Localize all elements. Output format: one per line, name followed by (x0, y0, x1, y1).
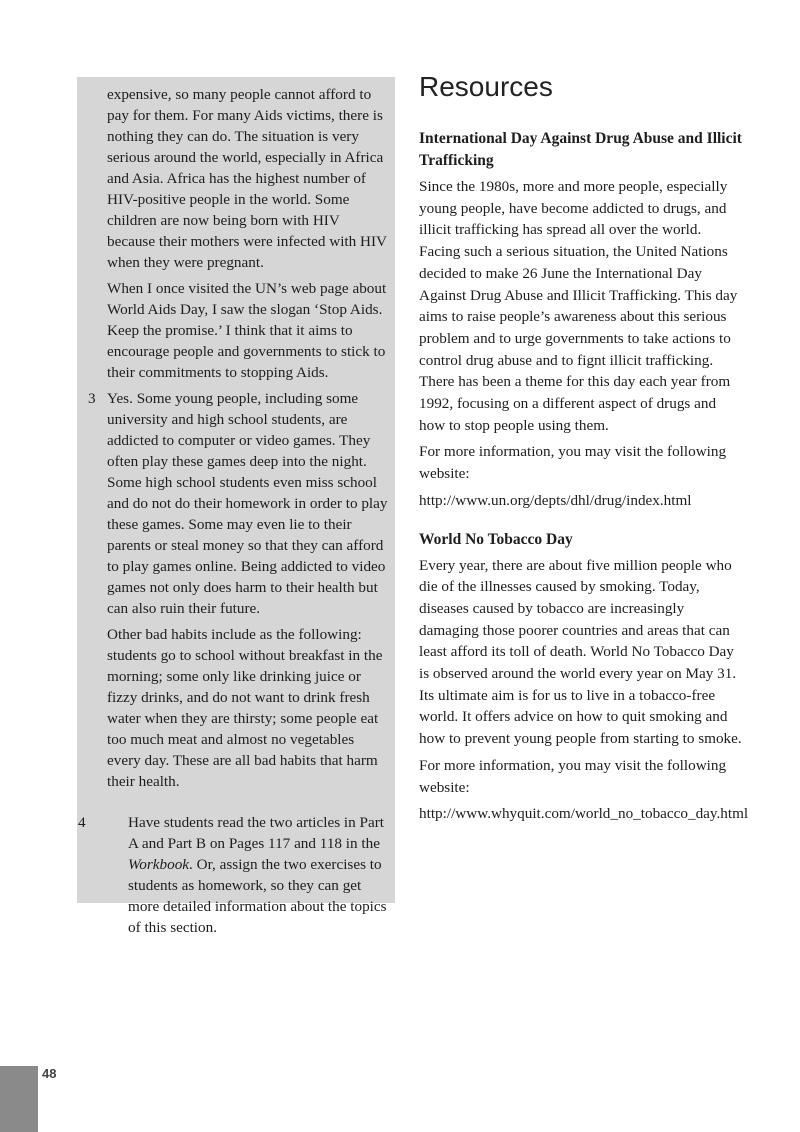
habits-paragraph: Other bad habits include as the following: students go to school without breakfast in the morning; some only like drinking juice or fizzy drinks, and do not want to drink fresh water when they are thirsty; some people eat too much meat and almost no vegetables every day. These are all bad habits that harm their health. (107, 626, 383, 790)
item-3-number: 3 (88, 390, 96, 407)
item-3-paragraph: Yes. Some young people, including some university and high school students, are addicted to computer or video games. They often play these games deep into the night. Some high school students even miss school and do not do their homework in order to play these games. Some may even lie to their parents or steal money so that they can afford to play games online. Being addicted to video games not only does harm to their health but can also ruin their future. (107, 390, 388, 617)
workbook-emphasis: Workbook (128, 856, 190, 873)
tobacco-day-url[interactable]: http://www.whyquit.com/world_no_tobacco_day.html (419, 805, 749, 823)
item-4-paragraph (103, 812, 388, 938)
intro-paragraph: expensive, so many people cannot afford to pay for them. For many Aids victims, there is nothing they can do. The situation is very serious around the world, especially in Africa and Asia. Africa has the highest number of HIV-positive people in the world. Some children are now being born with HIV because their mothers were infected with HIV when they were pregnant. (107, 86, 387, 271)
item-4-text-after: . Or, assign the two exercises to students as homework, so they can get more detailed information about the topics of this section. (128, 856, 387, 936)
item-4-text-before: Have students read the two articles in Part A and Part B on Pages 117 and 118 in the (128, 814, 384, 852)
tobacco-day-title: World No Tobacco Day (419, 530, 573, 548)
page-tab (0, 1066, 38, 1132)
drug-day-body: Since the 1980s, more and more people, especially young people, have become addicted to drugs, and illicit trafficking has spread all over the world. Facing such a serious situation, the United Nations decided to make 26 June the International Day Against Drug Abuse and Illicit Trafficking. This day aims to raise people’s awareness about this serious problem and to urge governments to take actions to control drug abuse and to fignt illicit trafficking. There has been a theme for this day each year from 1992, focusing on a different aspect of drugs and how to stop people using them. (419, 178, 738, 434)
tobacco-day-more-info: For more information, you may visit the following website: (419, 756, 727, 796)
item-4-number: 4 (78, 814, 86, 831)
drug-day-title: International Day Against Drug Abuse and Illicit Trafficking (419, 130, 742, 169)
tobacco-day-body: Every year, there are about five million people who die of the illnesses caused by smoking. Today, diseases caused by tobacco are increasingly damaging those poorer countries and areas that can least afford its toll of death. World No Tobacco Day is observed around the world every year on May 31. Its ultimate aim is for us to live in a tobacco-free world. It offers advice on how to quit smoking and how to prevent young people from starting to smoke. (419, 556, 742, 748)
drug-day-url[interactable]: http://www.un.org/depts/dhl/drug/index.html (419, 491, 692, 509)
drug-day-more-info: For more information, you may visit the following website: (419, 443, 727, 483)
item-3 (78, 388, 388, 619)
un-paragraph: When I once visited the UN’s web page about World Aids Day, I saw the slogan ‘Stop Aids. Keep the promise.’ I think that it aims to encourage people and governments to stick to their commitments to stopping Aids. (107, 280, 387, 381)
item-4 (78, 812, 388, 938)
page-number: 48 (42, 1066, 57, 1081)
resources-heading: Resources (419, 71, 553, 102)
right-column (419, 70, 749, 830)
left-column (78, 84, 388, 943)
